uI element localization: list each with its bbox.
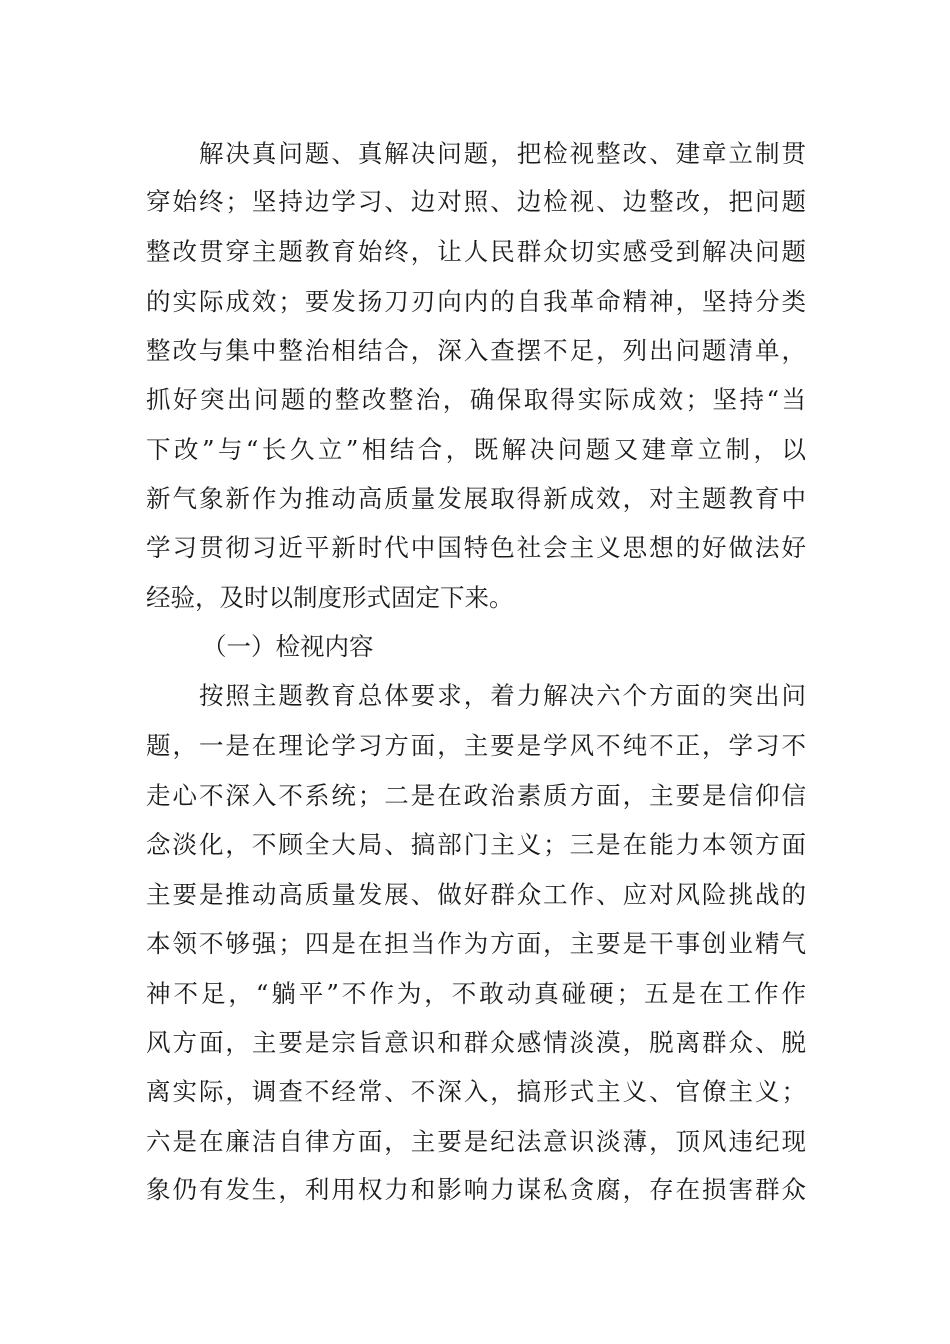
text-line: 风方面，主要是宗旨意识和群众感情淡漠，脱离群众、脱 <box>146 1028 806 1057</box>
text-line: 经验，及时以制度形式固定下来。 <box>146 583 514 612</box>
text-line: 题，一是在理论学习方面，主要是学风不纯不正，学习不 <box>146 731 806 760</box>
text-line: 新气象新作为推动高质量发展取得新成效，对主题教育中 <box>146 484 806 513</box>
section-heading: （一）检视内容 <box>202 632 374 661</box>
text-line: 按照主题教育总体要求，着力解决六个方面的突出问 <box>146 681 806 710</box>
text-line: 的实际成效；要发扬刀刃向内的自我革命精神，坚持分类 <box>146 287 806 316</box>
text-line: 念淡化，不顾全大局、搞部门主义；三是在能力本领方面 <box>146 830 806 859</box>
text-line: 穿始终；坚持边学习、边对照、边检视、边整改，把问题 <box>146 187 806 216</box>
text-line: 离实际，调查不经常、不深入，搞形式主义、官僚主义； <box>146 1077 806 1106</box>
text-line: 六是在廉洁自律方面，主要是纪法意识淡薄，顶风违纪现 <box>146 1127 806 1156</box>
text-line: 主要是推动高质量发展、做好群众工作、应对风险挑战的 <box>146 880 806 909</box>
text-line: 抓好突出问题的整改整治，确保取得实际成效；坚持“当 <box>146 385 806 414</box>
text-line: 学习贯彻习近平新时代中国特色社会主义思想的好做法好 <box>146 533 806 562</box>
text-line: 下改”与“长久立”相结合，既解决问题又建章立制，以 <box>146 435 806 464</box>
text-line: 整改与集中整治相结合，深入查摆不足，列出问题清单， <box>146 336 806 365</box>
text-line: 神不足，“躺平”不作为，不敢动真碰硬；五是在工作作 <box>146 979 806 1008</box>
text-line: 本领不够强；四是在担当作为方面，主要是干事创业精气 <box>146 929 806 958</box>
text-line: 整改贯穿主题教育始终，让人民群众切实感受到解决问题 <box>146 237 806 266</box>
text-line: 走心不深入不系统；二是在政治素质方面，主要是信仰信 <box>146 781 806 810</box>
text-line: 解决真问题、真解决问题，把检视整改、建章立制贯 <box>146 139 806 168</box>
text-line: 象仍有发生，利用权力和影响力谋私贪腐，存在损害群众 <box>146 1175 806 1204</box>
